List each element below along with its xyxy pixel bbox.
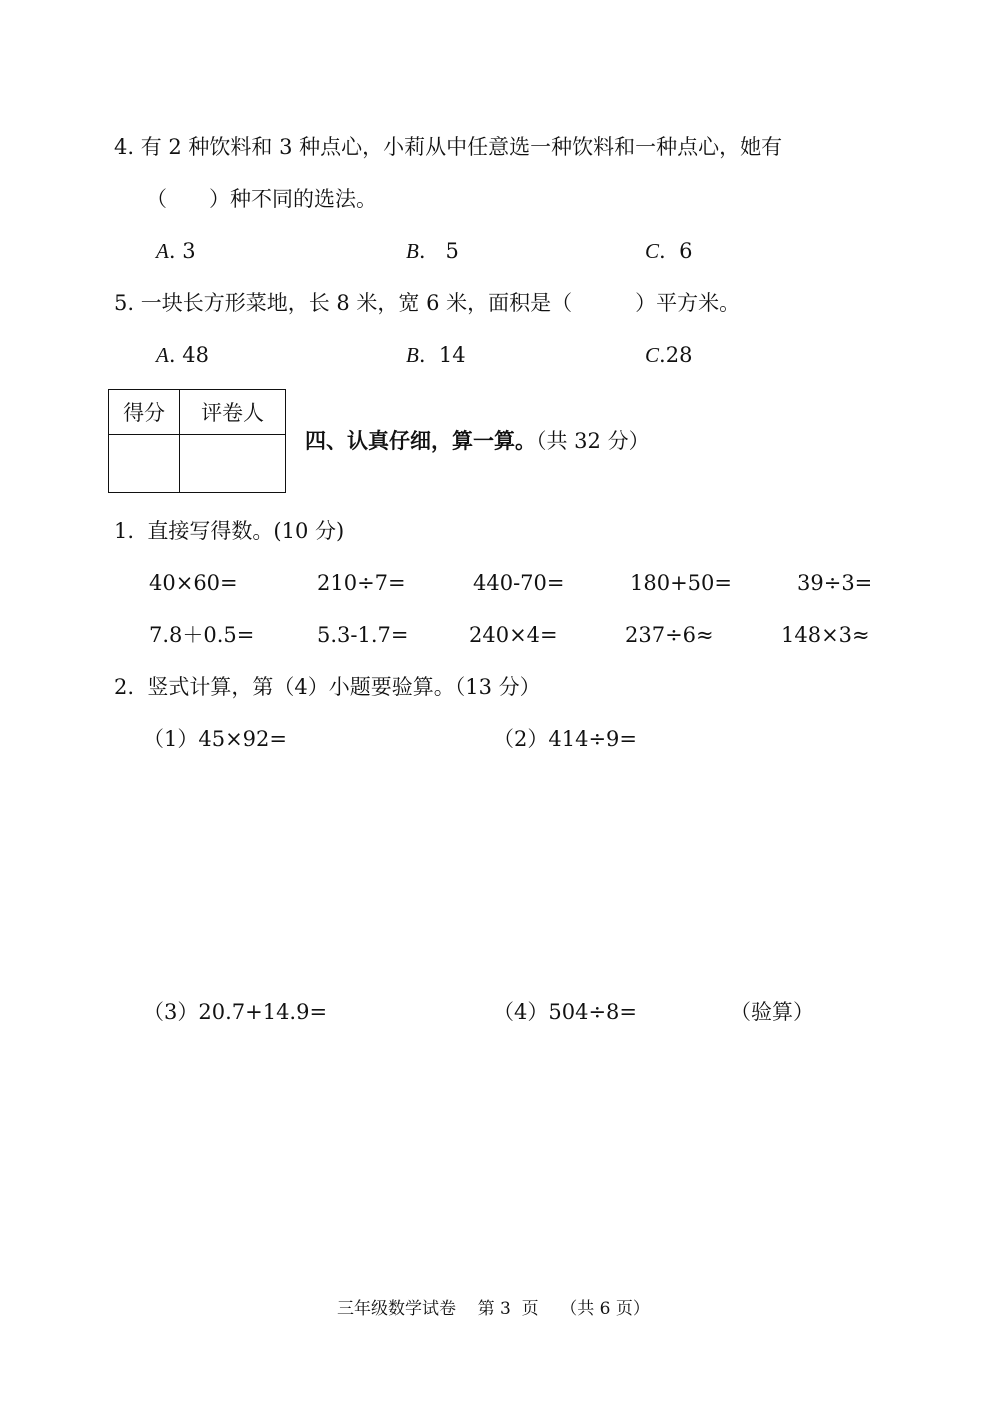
q5-option-b <box>406 342 466 368</box>
p1-title: 1. 直接写得数。(10 分) <box>114 519 345 543</box>
p2-title: 2. 竖式计算，第（4）小题要验算。（13 分） <box>114 675 541 699</box>
option-sep: . <box>659 239 666 263</box>
q4-option-a <box>156 238 196 264</box>
p1-row1-item: 440-70= <box>473 571 565 595</box>
p2-item-2: （2）414÷9= <box>493 727 637 751</box>
p1-row1-item: 180+50= <box>630 571 732 595</box>
q4-option-b <box>406 238 459 264</box>
option-value: 28 <box>665 343 693 367</box>
option-sep: . <box>168 343 176 367</box>
option-letter: A <box>156 343 169 367</box>
option-sep: . <box>418 239 426 263</box>
grader-cell <box>180 435 286 493</box>
footer-page: 第 3 页 <box>477 1299 539 1319</box>
footer <box>337 1296 650 1322</box>
section-title: 四、认真仔细，算一算。 <box>305 429 536 453</box>
option-letter: B <box>406 343 419 367</box>
p2-item-3: （3）20.7+14.9= <box>143 1000 328 1024</box>
option-letter: C <box>645 239 660 263</box>
option-sep: . <box>659 343 666 367</box>
option-letter: B <box>406 239 419 263</box>
footer-total: （共 6 页） <box>560 1299 650 1319</box>
p2-item-1: （1）45×92= <box>143 727 287 751</box>
section-points: （共 32 分） <box>536 429 650 453</box>
q4-text-line2: （ ）种不同的选法。 <box>146 187 377 211</box>
p1-row2-item: 237÷6≈ <box>625 623 714 647</box>
option-sep: . <box>168 239 176 263</box>
p1-row1-item: 39÷3= <box>797 571 873 595</box>
q5-option-a <box>156 342 209 368</box>
p1-row2-item: 7.8＋0.5= <box>149 623 255 647</box>
score-cell <box>109 435 180 493</box>
p1-row1-item: 40×60= <box>149 571 238 595</box>
p2-check-label: （验算） <box>730 1000 814 1024</box>
p1-row1-item: 210÷7= <box>317 571 406 595</box>
option-value: 48 <box>182 343 209 367</box>
q4-text-line1: 4. 有 2 种饮料和 3 种点心，小莉从中任意选一种饮料和一种点心，她有 <box>114 135 783 159</box>
q4-option-c <box>645 238 692 264</box>
section-heading <box>305 428 650 454</box>
q5-option-c <box>645 342 692 368</box>
option-letter: A <box>156 239 169 263</box>
option-letter: C <box>645 343 660 367</box>
option-value: 3 <box>182 239 196 263</box>
option-value: 14 <box>438 343 466 367</box>
option-sep: . <box>418 343 426 367</box>
p2-item-4: （4）504÷8= <box>493 1000 637 1024</box>
p1-row2-item: 148×3≈ <box>781 623 870 647</box>
score-box <box>108 389 286 493</box>
p1-row2-item: 240×4= <box>469 623 558 647</box>
option-value: 6 <box>679 239 693 263</box>
grader-header: 评卷人 <box>180 390 286 435</box>
option-value: 5 <box>445 239 459 263</box>
p1-row2-item: 5.3-1.7= <box>317 623 409 647</box>
q5-text-line1: 5. 一块长方形菜地，长 8 米，宽 6 米，面积是（ ）平方米。 <box>114 291 741 315</box>
score-header: 得分 <box>109 390 180 435</box>
footer-subject: 三年级数学试卷 <box>337 1299 456 1319</box>
